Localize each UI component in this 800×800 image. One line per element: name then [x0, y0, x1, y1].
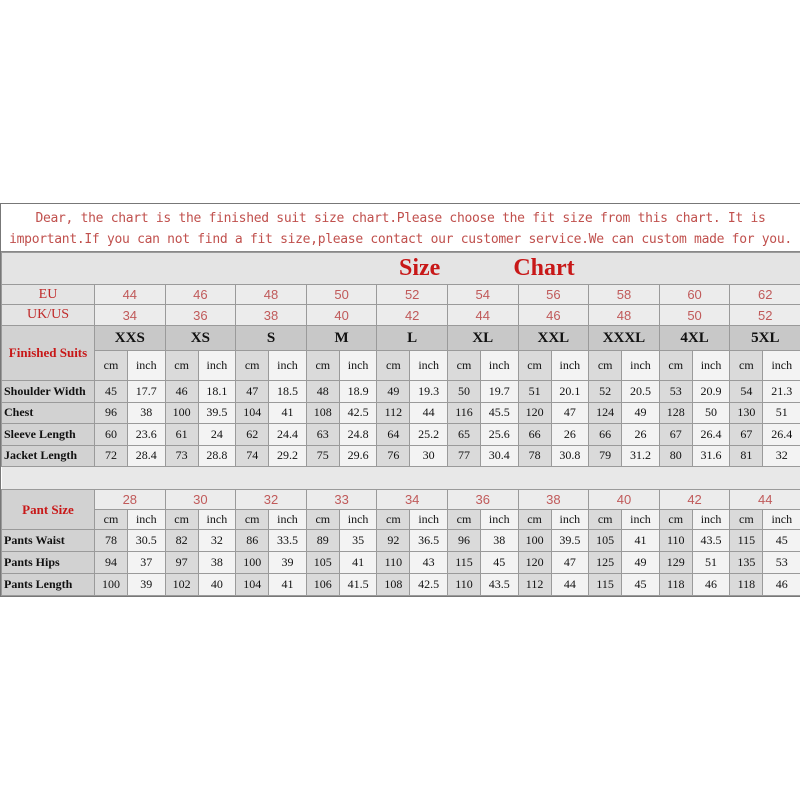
unit-inch: inch: [551, 351, 589, 381]
unit-cm: cm: [518, 510, 551, 530]
unit-cm: cm: [659, 510, 692, 530]
value-inch: 44: [551, 574, 589, 596]
unit-inch: inch: [551, 510, 589, 530]
value-inch: 41: [269, 574, 307, 596]
value-cm: 108: [306, 402, 339, 424]
value-inch: 43: [410, 552, 448, 574]
unit-inch: inch: [480, 351, 518, 381]
eu-size: 54: [447, 285, 518, 305]
value-inch: 17.7: [128, 381, 166, 403]
value-cm: 100: [95, 574, 128, 596]
pant-unit-row: [2, 510, 800, 530]
size-row: [2, 326, 800, 351]
value-inch: 45: [763, 530, 800, 552]
value-inch: 28.4: [128, 445, 166, 467]
unit-cm: cm: [447, 510, 480, 530]
value-inch: 46: [692, 574, 730, 596]
unit-inch: inch: [198, 510, 236, 530]
value-inch: 24.4: [269, 424, 307, 446]
value-cm: 63: [306, 424, 339, 446]
unit-cm: cm: [730, 351, 763, 381]
value-inch: 39.5: [551, 530, 589, 552]
value-cm: 66: [589, 424, 622, 446]
value-cm: 60: [95, 424, 128, 446]
value-inch: 26.4: [763, 424, 800, 446]
unit-inch: inch: [622, 510, 660, 530]
pant-measure-row: [2, 552, 800, 574]
title-word-size: Size: [399, 255, 441, 281]
value-inch: 25.6: [480, 424, 518, 446]
value-inch: 18.9: [339, 381, 377, 403]
value-inch: 31.6: [692, 445, 730, 467]
measure-label: Shoulder Width: [2, 381, 95, 403]
unit-inch: inch: [198, 351, 236, 381]
value-cm: 118: [659, 574, 692, 596]
ukus-size: 48: [589, 305, 660, 326]
unit-cm: cm: [589, 351, 622, 381]
unit-cm: cm: [95, 351, 128, 381]
pant-size: 36: [447, 490, 518, 510]
notice-line-1: Dear, the chart is the finished suit size chart.Please choose the fit size from this chart. It is: [35, 211, 766, 226]
value-inch: 23.6: [128, 424, 166, 446]
unit-cm: cm: [95, 510, 128, 530]
value-inch: 30.4: [480, 445, 518, 467]
value-cm: 110: [659, 530, 692, 552]
value-cm: 73: [165, 445, 198, 467]
value-inch: 41: [269, 402, 307, 424]
value-cm: 89: [306, 530, 339, 552]
value-cm: 108: [377, 574, 410, 596]
value-cm: 102: [165, 574, 198, 596]
title-row: [2, 253, 800, 285]
value-cm: 112: [377, 402, 410, 424]
size-label: S: [236, 326, 307, 351]
ukus-label: UK/US: [2, 305, 95, 326]
unit-inch: inch: [410, 351, 448, 381]
value-inch: 31.2: [622, 445, 660, 467]
value-cm: 129: [659, 552, 692, 574]
value-inch: 45: [622, 574, 660, 596]
unit-cm: cm: [589, 510, 622, 530]
value-inch: 41: [622, 530, 660, 552]
value-cm: 82: [165, 530, 198, 552]
value-cm: 75: [306, 445, 339, 467]
value-inch: 19.3: [410, 381, 448, 403]
value-inch: 26.4: [692, 424, 730, 446]
value-cm: 97: [165, 552, 198, 574]
eu-size: 56: [518, 285, 589, 305]
value-cm: 64: [377, 424, 410, 446]
gap-row: [2, 467, 800, 490]
value-cm: 61: [165, 424, 198, 446]
value-inch: 47: [551, 402, 589, 424]
value-inch: 47: [551, 552, 589, 574]
ukus-size: 50: [659, 305, 730, 326]
eu-row: [2, 285, 800, 305]
value-cm: 66: [518, 424, 551, 446]
unit-inch: inch: [269, 510, 307, 530]
value-inch: 29.2: [269, 445, 307, 467]
unit-inch: inch: [692, 510, 730, 530]
value-cm: 79: [589, 445, 622, 467]
value-cm: 104: [236, 402, 269, 424]
unit-cm: cm: [306, 351, 339, 381]
unit-cm: cm: [236, 510, 269, 530]
suit-measure-row: [2, 424, 800, 446]
value-cm: 115: [730, 530, 763, 552]
value-inch: 26: [622, 424, 660, 446]
value-inch: 32: [763, 445, 800, 467]
measure-label: Jacket Length: [2, 445, 95, 467]
pant-size: 38: [518, 490, 589, 510]
value-inch: 41.5: [339, 574, 377, 596]
value-cm: 110: [447, 574, 480, 596]
value-inch: 51: [692, 552, 730, 574]
title-word-chart: Chart: [513, 255, 575, 281]
value-inch: 49: [622, 552, 660, 574]
unit-cm: cm: [165, 351, 198, 381]
value-cm: 78: [95, 530, 128, 552]
pant-size-row: [2, 490, 800, 510]
value-cm: 53: [659, 381, 692, 403]
value-inch: 43.5: [480, 574, 518, 596]
size-table: [1, 252, 800, 596]
value-cm: 78: [518, 445, 551, 467]
ukus-size: 46: [518, 305, 589, 326]
value-cm: 67: [730, 424, 763, 446]
value-inch: 18.5: [269, 381, 307, 403]
unit-inch: inch: [763, 351, 800, 381]
unit-cm: cm: [659, 351, 692, 381]
value-inch: 21.3: [763, 381, 800, 403]
value-inch: 32: [198, 530, 236, 552]
suit-measure-row: [2, 445, 800, 467]
pant-measure-row: [2, 530, 800, 552]
ukus-size: 36: [165, 305, 236, 326]
value-cm: 124: [589, 402, 622, 424]
value-cm: 125: [589, 552, 622, 574]
unit-inch: inch: [339, 351, 377, 381]
ukus-row: [2, 305, 800, 326]
unit-cm: cm: [730, 510, 763, 530]
value-cm: 49: [377, 381, 410, 403]
size-label: XXS: [95, 326, 166, 351]
suit-measure-row: [2, 402, 800, 424]
chart-title: [2, 253, 800, 285]
eu-label: EU: [2, 285, 95, 305]
value-inch: 18.1: [198, 381, 236, 403]
eu-size: 46: [165, 285, 236, 305]
value-cm: 52: [589, 381, 622, 403]
value-inch: 43.5: [692, 530, 730, 552]
value-cm: 96: [447, 530, 480, 552]
suit-measure-row: [2, 381, 800, 403]
finished-suits-label: Finished Suits: [2, 326, 95, 381]
unit-cm: cm: [518, 351, 551, 381]
value-inch: 28.8: [198, 445, 236, 467]
value-inch: 30: [410, 445, 448, 467]
size-label: 4XL: [659, 326, 730, 351]
pant-size-label: Pant Size: [2, 490, 95, 530]
value-inch: 53: [763, 552, 800, 574]
value-inch: 49: [622, 402, 660, 424]
value-cm: 77: [447, 445, 480, 467]
value-inch: 19.7: [480, 381, 518, 403]
value-cm: 105: [306, 552, 339, 574]
measure-label: Pants Hips: [2, 552, 95, 574]
value-cm: 115: [589, 574, 622, 596]
unit-inch: inch: [480, 510, 518, 530]
value-inch: 51: [763, 402, 800, 424]
unit-cm: cm: [165, 510, 198, 530]
size-label: XS: [165, 326, 236, 351]
value-cm: 81: [730, 445, 763, 467]
value-cm: 86: [236, 530, 269, 552]
value-cm: 135: [730, 552, 763, 574]
pant-size: 33: [306, 490, 377, 510]
value-inch: 39: [128, 574, 166, 596]
pant-size: 42: [659, 490, 730, 510]
pant-size: 34: [377, 490, 448, 510]
value-cm: 116: [447, 402, 480, 424]
size-label: XL: [447, 326, 518, 351]
value-cm: 72: [95, 445, 128, 467]
value-cm: 110: [377, 552, 410, 574]
eu-size: 44: [95, 285, 166, 305]
value-inch: 39.5: [198, 402, 236, 424]
value-inch: 26: [551, 424, 589, 446]
ukus-size: 42: [377, 305, 448, 326]
value-inch: 36.5: [410, 530, 448, 552]
size-label: XXXL: [589, 326, 660, 351]
eu-size: 50: [306, 285, 377, 305]
unit-inch: inch: [622, 351, 660, 381]
value-cm: 54: [730, 381, 763, 403]
eu-size: 58: [589, 285, 660, 305]
measure-label: Pants Length: [2, 574, 95, 596]
value-cm: 112: [518, 574, 551, 596]
value-cm: 51: [518, 381, 551, 403]
value-inch: 29.6: [339, 445, 377, 467]
unit-cm: cm: [236, 351, 269, 381]
eu-size: 48: [236, 285, 307, 305]
eu-size: 60: [659, 285, 730, 305]
value-cm: 65: [447, 424, 480, 446]
value-inch: 37: [128, 552, 166, 574]
unit-inch: inch: [128, 351, 166, 381]
value-inch: 42.5: [410, 574, 448, 596]
measure-label: Chest: [2, 402, 95, 424]
value-cm: 48: [306, 381, 339, 403]
value-cm: 92: [377, 530, 410, 552]
value-inch: 20.1: [551, 381, 589, 403]
measure-label: Sleeve Length: [2, 424, 95, 446]
unit-cm: cm: [447, 351, 480, 381]
ukus-size: 40: [306, 305, 377, 326]
value-cm: 104: [236, 574, 269, 596]
value-inch: 30.5: [128, 530, 166, 552]
value-cm: 80: [659, 445, 692, 467]
value-cm: 74: [236, 445, 269, 467]
value-cm: 62: [236, 424, 269, 446]
notice-text: [1, 204, 800, 252]
value-inch: 20.9: [692, 381, 730, 403]
size-label: XXL: [518, 326, 589, 351]
measure-label: Pants Waist: [2, 530, 95, 552]
value-inch: 20.5: [622, 381, 660, 403]
value-inch: 24.8: [339, 424, 377, 446]
unit-inch: inch: [763, 510, 800, 530]
value-cm: 45: [95, 381, 128, 403]
value-inch: 38: [480, 530, 518, 552]
value-cm: 50: [447, 381, 480, 403]
pant-size: 30: [165, 490, 236, 510]
value-inch: 33.5: [269, 530, 307, 552]
value-inch: 38: [198, 552, 236, 574]
pant-measure-row: [2, 574, 800, 596]
ukus-size: 52: [730, 305, 800, 326]
unit-row: [2, 351, 800, 381]
unit-inch: inch: [410, 510, 448, 530]
value-cm: 130: [730, 402, 763, 424]
value-inch: 46: [763, 574, 800, 596]
value-inch: 30.8: [551, 445, 589, 467]
value-cm: 47: [236, 381, 269, 403]
size-label: 5XL: [730, 326, 800, 351]
eu-size: 52: [377, 285, 448, 305]
value-cm: 100: [165, 402, 198, 424]
value-inch: 39: [269, 552, 307, 574]
value-inch: 41: [339, 552, 377, 574]
unit-inch: inch: [692, 351, 730, 381]
size-chart: [0, 203, 800, 597]
value-cm: 100: [518, 530, 551, 552]
unit-inch: inch: [128, 510, 166, 530]
ukus-size: 34: [95, 305, 166, 326]
value-cm: 67: [659, 424, 692, 446]
value-inch: 40: [198, 574, 236, 596]
value-cm: 120: [518, 552, 551, 574]
value-inch: 38: [128, 402, 166, 424]
eu-size: 62: [730, 285, 800, 305]
spacer: [2, 467, 800, 490]
value-inch: 24: [198, 424, 236, 446]
unit-cm: cm: [377, 510, 410, 530]
value-inch: 45.5: [480, 402, 518, 424]
value-inch: 44: [410, 402, 448, 424]
unit-inch: inch: [269, 351, 307, 381]
pant-size: 40: [589, 490, 660, 510]
value-cm: 106: [306, 574, 339, 596]
unit-cm: cm: [377, 351, 410, 381]
value-cm: 120: [518, 402, 551, 424]
value-inch: 42.5: [339, 402, 377, 424]
value-cm: 128: [659, 402, 692, 424]
unit-cm: cm: [306, 510, 339, 530]
value-cm: 105: [589, 530, 622, 552]
value-inch: 25.2: [410, 424, 448, 446]
value-cm: 115: [447, 552, 480, 574]
value-cm: 96: [95, 402, 128, 424]
unit-inch: inch: [339, 510, 377, 530]
value-inch: 35: [339, 530, 377, 552]
size-label: L: [377, 326, 448, 351]
ukus-size: 38: [236, 305, 307, 326]
size-label: M: [306, 326, 377, 351]
pant-size: 44: [730, 490, 800, 510]
notice-line-2: important.If you can not find a fit size,please contact our customer service.We can custom made for you.: [9, 232, 792, 247]
pant-size: 28: [95, 490, 166, 510]
value-cm: 118: [730, 574, 763, 596]
value-cm: 76: [377, 445, 410, 467]
value-inch: 50: [692, 402, 730, 424]
ukus-size: 44: [447, 305, 518, 326]
value-inch: 45: [480, 552, 518, 574]
pant-size: 32: [236, 490, 307, 510]
value-cm: 46: [165, 381, 198, 403]
value-cm: 100: [236, 552, 269, 574]
value-cm: 94: [95, 552, 128, 574]
